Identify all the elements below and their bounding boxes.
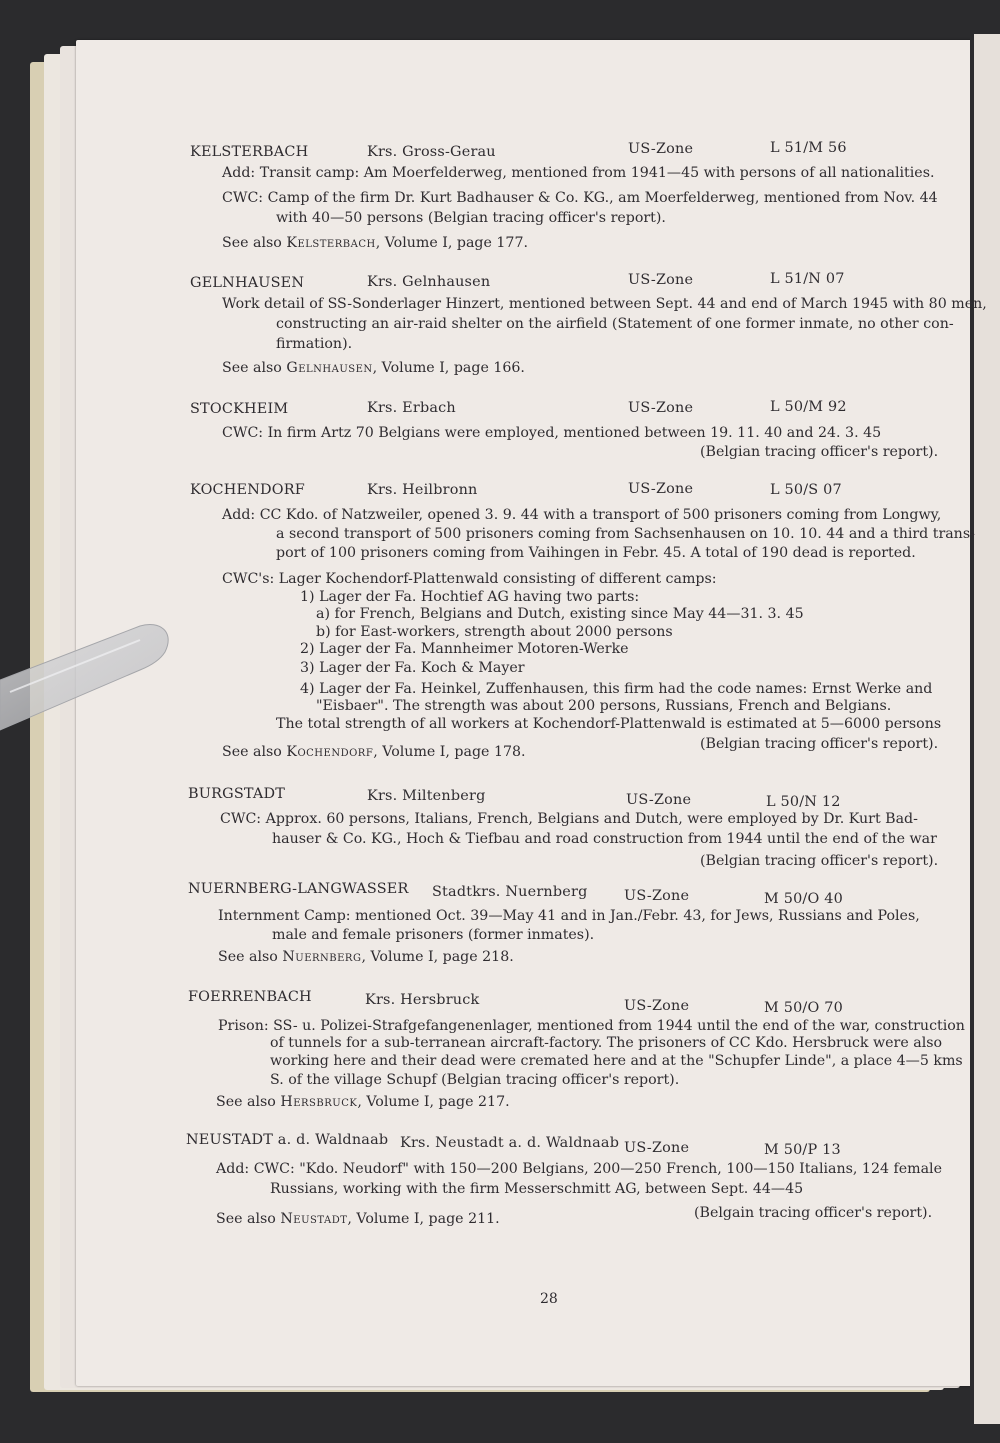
entry-line: Add: CWC: "Kdo. Neudorf" with 150—200 Belgians, 200—250 French, 100—150 Italians, 124 female <box>216 1161 942 1177</box>
entry-line: (Belgian tracing officer's report). <box>700 444 939 460</box>
entry-place: BURGSTADT <box>188 786 286 802</box>
entry-line: Work detail of SS-Sonderlager Hinzert, mentioned between Sept. 44 and end of March 1945 with 80 men, <box>222 296 987 312</box>
entry-line: firmation). <box>276 336 353 352</box>
entry-line: 4) Lager der Fa. Heinkel, Zuffenhausen, this firm had the code names: Ernst Werke and <box>300 681 933 697</box>
entry-line: of tunnels for a sub-terranean aircraft-factory. The prisoners of CC Kdo. Hersbruck were also <box>270 1035 943 1051</box>
entry-grid: L 50/M 92 <box>770 399 847 415</box>
entry-district: Krs. Erbach <box>367 400 456 416</box>
entry-line: Russians, working with the firm Messerschmitt AG, between Sept. 44—45 <box>270 1181 804 1197</box>
entry-district: Krs. Gross-Gerau <box>367 144 496 160</box>
entry-line: The total strength of all workers at Kochendorf-Plattenwald is estimated at 5—6000 persons <box>276 716 942 732</box>
entry-zone: US-Zone <box>624 888 690 904</box>
entry-line: a second transport of 500 prisoners coming from Sachsenhausen on 10. 10. 44 and a third trans- <box>276 526 975 542</box>
entry-line: port of 100 prisoners coming from Vaihingen in Febr. 45. A total of 190 dead is reported. <box>276 545 916 561</box>
entry-grid: L 50/S 07 <box>770 482 842 498</box>
entry-line: CWC: In firm Artz 70 Belgians were employed, mentioned between 19. 11. 40 and 24. 3. 45 <box>222 425 882 441</box>
entry-place: GELNHAUSEN <box>190 275 305 291</box>
entry-zone: US-Zone <box>624 1140 690 1156</box>
entry-grid: M 50/O 70 <box>764 1000 843 1016</box>
page-number: 28 <box>540 1291 558 1307</box>
see-also: See also Nuernberg, Volume I, page 218. <box>218 949 514 965</box>
see-also: See also Kochendorf, Volume I, page 178. <box>222 744 526 760</box>
entry-line: 3) Lager der Fa. Koch & Mayer <box>300 660 525 676</box>
entry-line: S. of the village Schupf (Belgian tracing officer's report). <box>270 1072 680 1088</box>
see-also: See also Kelsterbach, Volume I, page 177. <box>222 235 528 251</box>
page-clip-icon <box>0 622 180 732</box>
entry-grid: L 50/N 12 <box>766 794 841 810</box>
entry-line: male and female prisoners (former inmates). <box>272 927 595 943</box>
entry-district: Krs. Hersbruck <box>365 992 480 1008</box>
see-also: See also Neustadt, Volume I, page 211. <box>216 1211 500 1227</box>
entry-line: (Belgian tracing officer's report). <box>700 853 939 869</box>
entry-line: Internment Camp: mentioned Oct. 39—May 41 and in Jan./Febr. 43, for Jews, Russians and Poles, <box>218 908 920 924</box>
entry-place: KELSTERBACH <box>190 144 309 160</box>
entry-line: Prison: SS- u. Polizei-Strafgefangenenlager, mentioned from 1944 until the end of the war, construction <box>218 1018 965 1034</box>
entry-place: KOCHENDORF <box>190 482 305 498</box>
entry-zone: US-Zone <box>628 481 694 497</box>
entry-place: NEUSTADT a. d. Waldnaab <box>186 1132 389 1148</box>
entry-line: working here and their dead were cremated here and at the "Schupfer Linde", a place 4—5 kms <box>270 1053 963 1069</box>
entry-grid: L 51/M 56 <box>770 140 847 156</box>
see-also: See also Hersbruck, Volume I, page 217. <box>216 1094 510 1110</box>
entry-zone: US-Zone <box>628 272 694 288</box>
entry-district: Krs. Gelnhausen <box>367 274 491 290</box>
entry-line: hauser & Co. KG., Hoch & Tiefbau and road construction from 1944 until the end of the war <box>272 831 937 847</box>
entry-place: FOERRENBACH <box>188 989 312 1005</box>
entry-line: Add: CC Kdo. of Natzweiler, opened 3. 9. 44 with a transport of 500 prisoners coming from Longwy, <box>222 507 942 523</box>
entry-district: Krs. Miltenberg <box>367 788 486 804</box>
entry-line: Add: Transit camp: Am Moerfelderweg, mentioned from 1941—45 with persons of all nationalities. <box>222 165 935 181</box>
entry-line: CWC: Approx. 60 persons, Italians, French, Belgians and Dutch, were employed by Dr. Kurt Bad- <box>220 811 918 827</box>
entry-line: b) for East-workers, strength about 2000 persons <box>316 624 673 640</box>
entry-place: NUERNBERG-LANGWASSER <box>188 881 409 897</box>
entry-line: constructing an air-raid shelter on the airfield (Statement of one former inmate, no other con- <box>276 316 954 332</box>
entry-zone: US-Zone <box>628 400 694 416</box>
entry-grid: L 51/N 07 <box>770 271 845 287</box>
entry-line: CWC's: Lager Kochendorf-Plattenwald consisting of different camps: <box>222 571 717 587</box>
entry-district: Stadtkrs. Nuernberg <box>432 884 588 900</box>
entry-place: STOCKHEIM <box>190 401 289 417</box>
entry-line: a) for French, Belgians and Dutch, existing since May 44—31. 3. 45 <box>316 606 804 622</box>
entry-district: Krs. Neustadt a. d. Waldnaab <box>400 1135 620 1151</box>
entry-line: with 40—50 persons (Belgian tracing officer's report). <box>276 210 666 226</box>
entry-grid: M 50/P 13 <box>764 1142 841 1158</box>
see-also: See also Gelnhausen, Volume I, page 166. <box>222 360 525 376</box>
entry-grid: M 50/O 40 <box>764 891 843 907</box>
entry-zone: US-Zone <box>628 141 694 157</box>
entry-line: 1) Lager der Fa. Hochtief AG having two parts: <box>300 589 640 605</box>
entry-line: CWC: Camp of the firm Dr. Kurt Badhauser & Co. KG., am Moerfelderweg, mentioned from Nov. 44 <box>222 190 938 206</box>
entry-district: Krs. Heilbronn <box>367 482 478 498</box>
entry-zone: US-Zone <box>624 998 690 1014</box>
entry-zone: US-Zone <box>626 792 692 808</box>
entry-line: (Belgian tracing officer's report). <box>700 736 939 752</box>
entry-line: 2) Lager der Fa. Mannheimer Motoren-Werke <box>300 641 629 657</box>
entry-line: (Belgain tracing officer's report). <box>694 1205 933 1221</box>
entry-line: "Eisbaer". The strength was about 200 persons, Russians, French and Belgians. <box>316 698 892 714</box>
